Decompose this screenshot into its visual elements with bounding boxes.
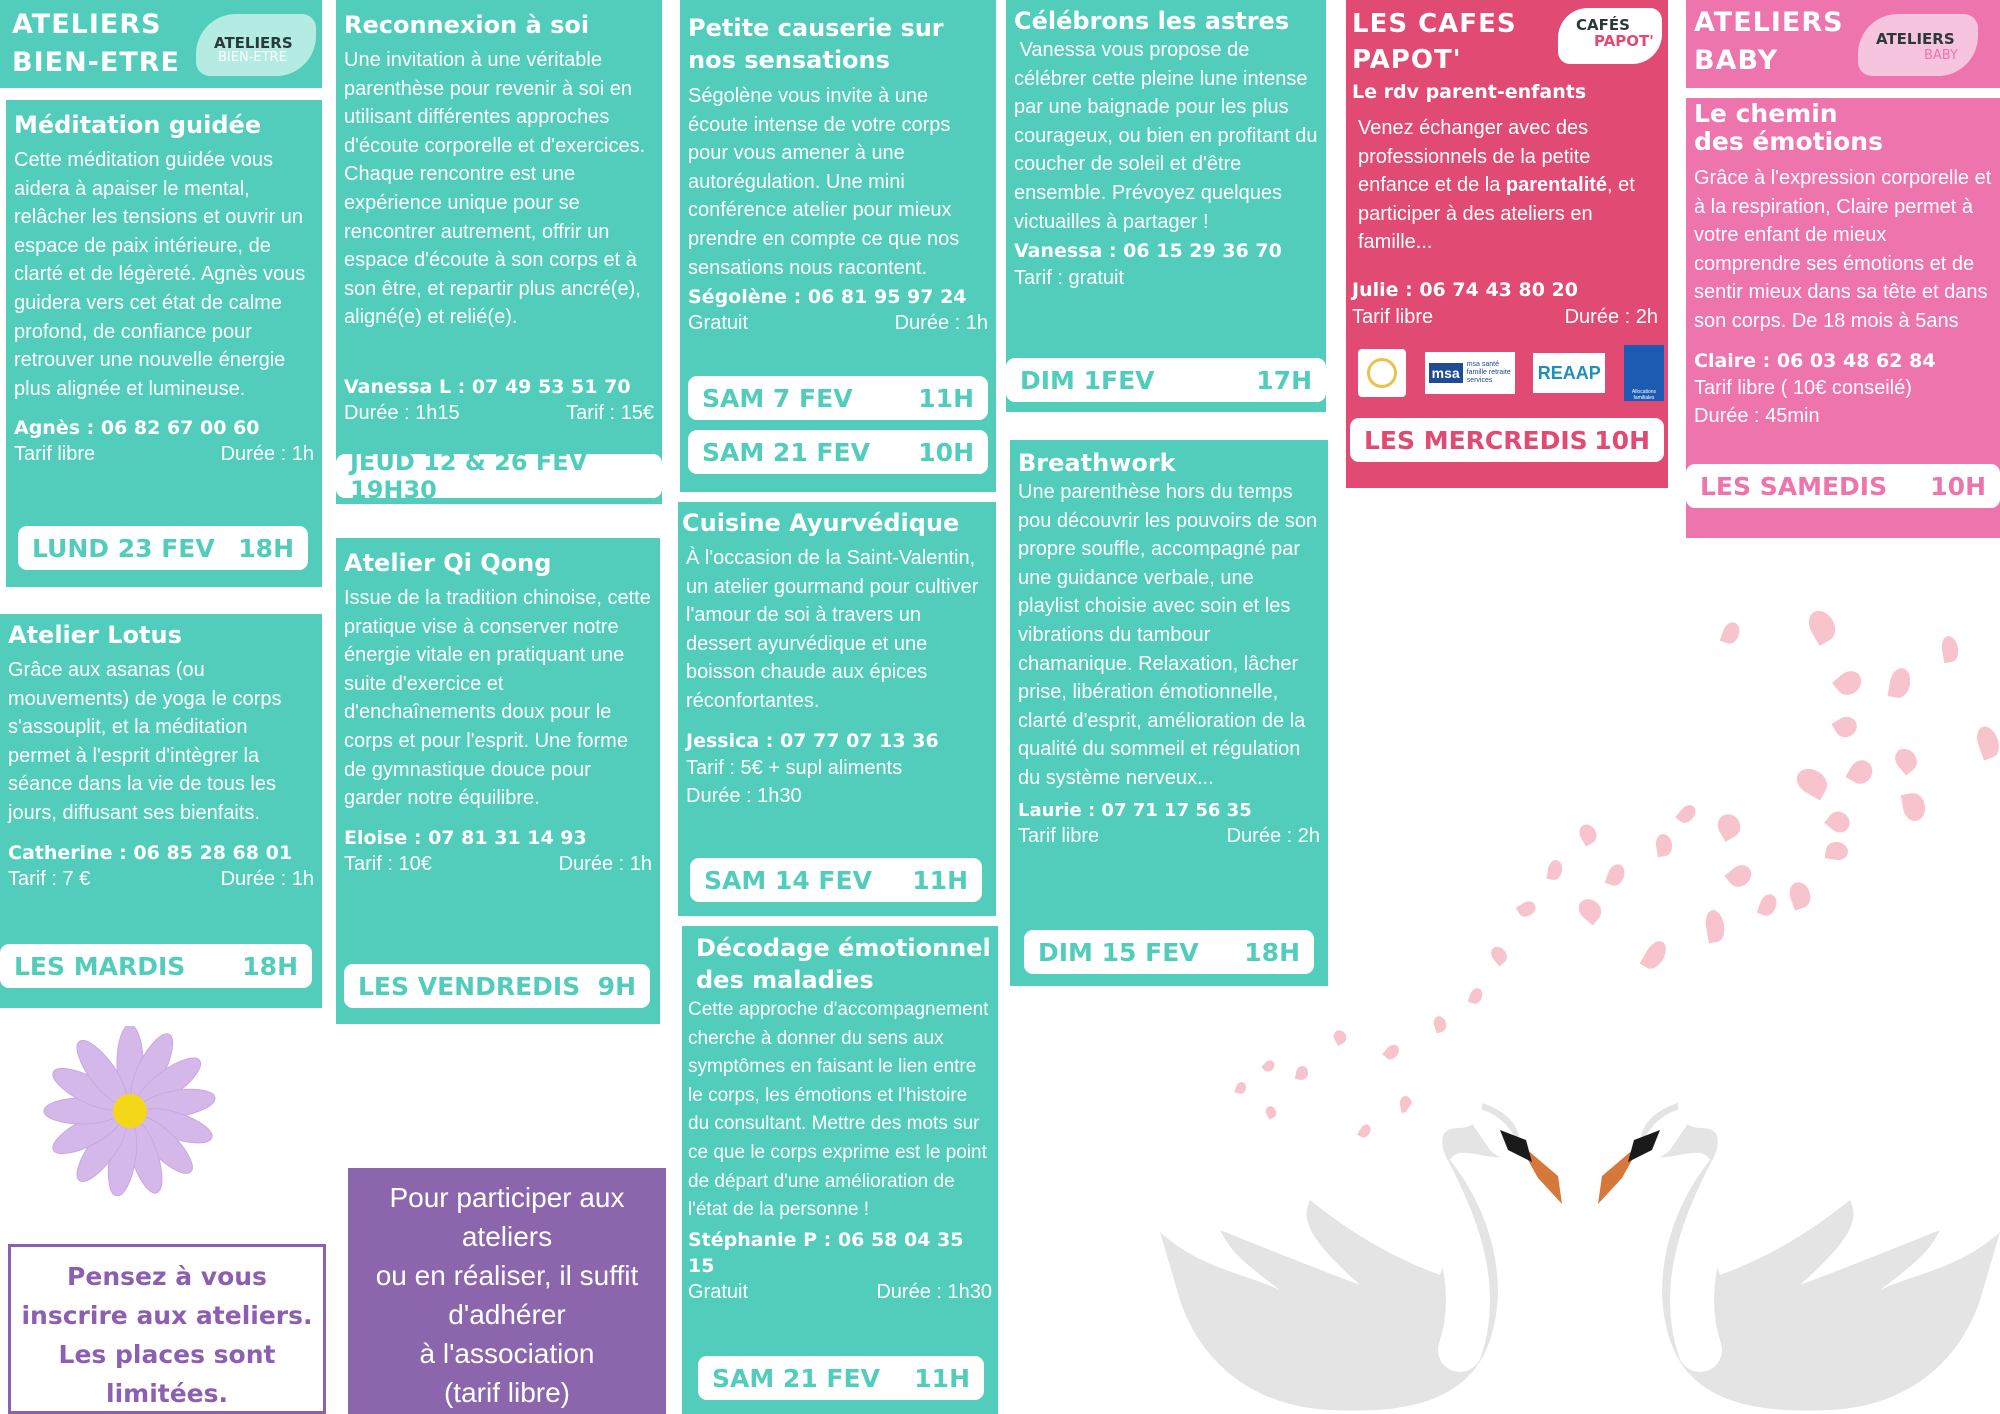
- baby-contact: Claire : 06 03 48 62 84: [1694, 349, 1936, 372]
- breathwork-time: 18H: [1244, 937, 1300, 967]
- meditation-card: [6, 100, 322, 587]
- causerie-contact: Ségolène : 06 81 95 97 24: [688, 286, 967, 309]
- baby-time: 10H: [1930, 471, 1986, 501]
- decodage-card: [682, 926, 998, 1414]
- adhesion-line1: Pour participer aux ateliers: [389, 1182, 625, 1252]
- baby-date-button[interactable]: [1686, 464, 2000, 508]
- petal: [1724, 861, 1755, 892]
- bien-etre-title-line1: ATELIERS: [12, 9, 162, 40]
- cafes-time: 10H: [1594, 425, 1650, 455]
- causerie-time2: 10H: [918, 437, 974, 467]
- cafes-logo-line2: PAPOT': [1594, 32, 1654, 50]
- causerie-time1: 11H: [918, 383, 974, 413]
- reconnexion-date-button[interactable]: [336, 448, 662, 504]
- partner-logo-caf: [1624, 345, 1664, 401]
- cuisine-tarif: Tarif : 5€ + supl aliments: [686, 756, 903, 779]
- reconnexion-contact: Vanessa L : 07 49 53 51 70: [344, 376, 631, 398]
- breathwork-duree: Durée : 2h: [1226, 824, 1320, 847]
- lotus-time: 18H: [242, 951, 298, 981]
- baby-logo-line1: ATELIERS: [1876, 30, 1955, 48]
- qiqong-meta: [344, 851, 652, 878]
- cafes-contact: Julie : 06 74 43 80 20: [1352, 278, 1578, 301]
- causerie-date-button-1[interactable]: [688, 376, 988, 420]
- baby-logo-line2: BABY: [1924, 48, 1958, 63]
- lotus-date-button[interactable]: [0, 944, 312, 988]
- astres-contact: Vanessa : 06 15 29 36 70: [1014, 240, 1282, 263]
- meditation-title: Méditation guidée: [14, 111, 262, 139]
- petal: [1654, 833, 1674, 857]
- cafes-title-line1: LES CAFES: [1352, 9, 1517, 39]
- cuisine-day: SAM 14 FEV: [704, 865, 872, 895]
- qiqong-day: LES VENDREDIS: [358, 971, 581, 1001]
- meditation-time: 18H: [238, 533, 294, 563]
- decodage-date-button[interactable]: [698, 1356, 984, 1400]
- astres-title: Célébrons les astres: [1014, 7, 1290, 35]
- cafes-logo: [1558, 8, 1662, 64]
- cafes-desc: [1352, 114, 1662, 257]
- decodage-tarif: Gratuit: [688, 1280, 749, 1303]
- petal: [1940, 635, 1960, 663]
- meditation-contact: Agnès : 06 82 67 00 60: [14, 417, 260, 440]
- causerie-date-button-2[interactable]: [688, 430, 988, 474]
- astres-date-button[interactable]: [1006, 358, 1326, 402]
- bien-etre-header: [0, 0, 322, 88]
- causerie-day2: SAM 21 FEV: [702, 437, 870, 467]
- cafes-duree: Durée : 2h: [1564, 305, 1658, 328]
- adhesion-line3: à l'association: [419, 1338, 595, 1369]
- partner-reaap-text: REAAP: [1537, 362, 1601, 383]
- petal: [1825, 840, 1850, 862]
- partner-logo-reaap: [1533, 353, 1605, 393]
- meditation-desc: Cette méditation guidée vous aidera à apaiser le mental, relâcher les tensions et ouvrir un espace de paix intérieure, de clarté et de légèreté. Agnès vous guidera vers cet état de calme profond, de confiance pour retrouver une nouvelle énergie plus alignée et lumineuse.: [14, 149, 306, 400]
- notice-text: Pensez à vous inscrire aux ateliers. Les places sont limitées.: [21, 1262, 313, 1408]
- swans-illustration: [1160, 1100, 2000, 1414]
- qiqong-date-button[interactable]: [344, 964, 650, 1008]
- meditation-tarif: Tarif libre: [14, 443, 96, 466]
- astres-desc: Vanessa vous propose de célébrer cette pleine lune intense par une baignade pour les plus courageux, ou bien en profitant du coucher de soleil et d'être ensemble. Prévoyez quelques victuailles à partager !: [1014, 39, 1324, 233]
- cafes-subtitle: Le rdv parent-enfants: [1352, 81, 1587, 103]
- petal: [1792, 764, 1832, 801]
- partner-logo-association: [1358, 349, 1406, 397]
- petal: [1675, 802, 1699, 826]
- breathwork-title: Breathwork: [1018, 449, 1176, 477]
- baby-logo: [1858, 14, 1978, 76]
- reconnexion-desc: Une invitation à une véritable parenthèse pour revenir à soi en utilisant différentes approches d'écoute corporelle et d'exercices. Chaque rencontre est une expérience unique pour se rencontrer autrement, offrir un espace d'écoute à son corps et à son être, et repartir plus ancré(e), aligné(e) et relié(e).: [344, 49, 646, 329]
- meditation-duree: Durée : 1h: [220, 443, 314, 466]
- reconnexion-tarif: Tarif : 15€: [566, 402, 654, 424]
- decodage-day: SAM 21 FEV: [712, 1363, 880, 1393]
- petal: [1832, 666, 1866, 700]
- petal: [1901, 791, 1928, 822]
- lotus-title: Atelier Lotus: [8, 621, 182, 649]
- baby-title-line2: BABY: [1694, 45, 1779, 76]
- lotus-tarif: Tarif : 7 €: [8, 867, 91, 890]
- cafes-desc-part1: Venez échanger avec des professionnels de la petite enfance et de la: [1358, 117, 1591, 197]
- causerie-meta: [688, 310, 988, 337]
- decodage-duree: Durée : 1h30: [876, 1280, 992, 1303]
- petal: [1713, 810, 1744, 842]
- qiqong-contact: Eloise : 07 81 31 14 93: [344, 826, 587, 849]
- meditation-meta: [14, 441, 314, 468]
- partner-logo-msa: msa msa santé famille retraite services: [1425, 352, 1515, 394]
- cafes-card: [1346, 0, 1668, 488]
- baby-title-line1: ATELIERS: [1694, 7, 1844, 38]
- meditation-day: LUND 23 FEV: [32, 533, 215, 563]
- lotus-contact: Catherine : 06 85 28 68 01: [8, 841, 293, 864]
- baby-card-title-2: des émotions: [1694, 127, 1883, 156]
- petal: [1331, 1028, 1348, 1046]
- astres-card: [1006, 0, 1326, 412]
- petal: [1845, 756, 1876, 788]
- cafes-day: LES MERCREDIS: [1364, 425, 1588, 455]
- cuisine-duree: Durée : 1h30: [686, 784, 802, 807]
- cuisine-meta: [682, 754, 992, 810]
- decodage-desc: Cette approche d'accompagnement cherche à donner du sens aux symptômes en faisant le lien entre le corps, les émotions et l'histoire du consultant. Mettre des mots sur ce que le corps exprime est le point de départ d'une amélioration de l'état de la personne !: [688, 999, 989, 1221]
- baby-card: [1686, 98, 2000, 538]
- logo-line1: ATELIERS: [214, 34, 293, 52]
- breathwork-card: [1010, 440, 1328, 986]
- qiqong-duree: Durée : 1h: [558, 852, 652, 875]
- breathwork-desc: Une parenthèse hors du temps pou découvrir les pouvoirs de son propre souffle, accompagné par une guidance verbale, une playlist choisie avec soin et les vibrations du tambour chamanique. Relaxation, lâcher prise, libération émotionnelle, clarté d'esprit, amélioration de la qualité du sommeil et régulation du système nerveux...: [1018, 481, 1318, 789]
- logo-line2: BIEN-ETRE: [218, 50, 287, 65]
- cafes-meta: [1352, 303, 1662, 331]
- petal: [1973, 724, 2000, 761]
- partner-caf-text: Allocations familiales: [1631, 389, 1657, 401]
- cuisine-desc: À l'occasion de la Saint-Valentin, un atelier gourmand pour cultiver l'amour de soi à travers un dessert ayurvédique et une boisson chaude aux épices réconfortantes.: [686, 547, 979, 712]
- cafes-desc-part2: , et participer à des ateliers en famille...: [1358, 174, 1635, 254]
- cuisine-title: Cuisine Ayurvédique: [682, 509, 960, 537]
- causerie-duree: Durée : 1h: [894, 312, 988, 335]
- baby-desc: Grâce à l'expression corporelle et à la respiration, Claire permet à votre enfant de mieux comprendre ses émotions et de sentir mieux dans sa tête et dans son corps. De 18 mois à 5ans: [1694, 167, 1992, 332]
- petal: [1382, 1042, 1401, 1062]
- astres-tarif: Tarif : gratuit: [1014, 267, 1125, 290]
- breathwork-date-button[interactable]: [1024, 930, 1314, 974]
- petal: [1488, 944, 1510, 967]
- breathwork-tarif: Tarif libre: [1018, 824, 1100, 847]
- cuisine-card: [678, 502, 996, 916]
- reconnexion-card: [336, 0, 662, 504]
- decodage-time: 11H: [914, 1363, 970, 1393]
- qiqong-desc: Issue de la tradition chinoise, cette pratique vise à conserver notre énergie vitale en pratiquant une suite d'exercice et d'enchaînements doux pour le corps et pour l'esprit. Une forme de gymnastique douce pour garder notre équilibre.: [344, 587, 651, 810]
- cafes-desc-bold: parentalité: [1505, 174, 1608, 197]
- petal: [1468, 986, 1485, 1005]
- cafes-date-button[interactable]: [1350, 418, 1664, 462]
- partner-logos: [1358, 348, 1664, 401]
- baby-header: [1686, 0, 2000, 88]
- astres-time: 17H: [1256, 365, 1312, 395]
- baby-duree: Durée : 45min: [1694, 404, 1820, 427]
- baby-tarif: Tarif libre ( 10€ conseilé): [1694, 376, 1912, 399]
- cuisine-contact: Jessica : 07 77 07 13 36: [686, 729, 939, 752]
- qiqong-card: [336, 538, 660, 1024]
- petal: [1757, 892, 1780, 918]
- petal: [1720, 620, 1743, 646]
- adhesion-line4: (tarif libre): [443, 1377, 570, 1408]
- lotus-duree: Durée : 1h: [220, 867, 314, 890]
- adhesion-line2: ou en réaliser, il suffit d'adhérer: [375, 1260, 639, 1330]
- adhesion-box: [348, 1168, 666, 1414]
- qiqong-tarif: Tarif : 10€: [344, 852, 432, 875]
- petal: [1432, 1014, 1449, 1033]
- cuisine-time: 11H: [912, 865, 968, 895]
- causerie-tarif: Gratuit: [688, 312, 749, 335]
- decodage-title: Décodage émotionnel des maladies: [696, 934, 991, 994]
- reconnexion-duree: Durée : 1h15: [344, 402, 460, 424]
- decodage-meta: [688, 1279, 992, 1306]
- lotus-meta: [8, 866, 314, 893]
- cuisine-date-button[interactable]: [690, 858, 982, 902]
- causerie-card: [680, 0, 996, 492]
- petal: [1891, 744, 1922, 775]
- flower-illustration: [40, 1026, 220, 1196]
- decodage-contact: Stéphanie P : 06 58 04 35 15: [688, 1228, 964, 1277]
- bien-etre-title-line2: BIEN-ETRE: [12, 47, 180, 78]
- reconnexion-meta: [344, 400, 654, 427]
- petal: [1234, 1081, 1248, 1096]
- lotus-day: LES MARDIS: [14, 951, 186, 981]
- cafes-logo-line1: CAFÉS: [1576, 16, 1630, 34]
- breathwork-contact: Laurie : 07 71 17 56 35: [1018, 799, 1252, 821]
- petal: [1295, 1065, 1309, 1081]
- reconnexion-day: JEUD 12 & 26 FEV 19H30: [350, 448, 588, 504]
- baby-day: LES SAMEDIS: [1700, 471, 1888, 501]
- petal: [1261, 1058, 1276, 1074]
- meditation-date-button[interactable]: [18, 526, 308, 570]
- lotus-desc: Grâce aux asanas (ou mouvements) de yoga le corps s'assouplit, et la méditation permet à l'esprit d'intègrer la séance dans la vie de tous les jours, diffusant ses bienfaits.: [8, 659, 282, 824]
- breathwork-meta: [1018, 823, 1320, 850]
- cafes-title-line2: PAPOT': [1352, 45, 1462, 75]
- petal: [1831, 713, 1860, 741]
- causerie-day1: SAM 7 FEV: [702, 383, 853, 413]
- cafes-tarif: Tarif libre: [1352, 305, 1434, 328]
- petal: [1576, 821, 1600, 846]
- petal: [1824, 807, 1854, 836]
- partner-msa-text: msa santé famille retraite services: [1466, 361, 1511, 384]
- reconnexion-title: Reconnexion à soi: [344, 11, 590, 39]
- qiqong-title: Atelier Qi Qong: [344, 549, 552, 577]
- causerie-desc: Ségolène vous invite à une écoute intense de votre corps pour vous amener à une autorégulation. Une mini conférence atelier pour mieux prendre en compte ce que nos sensations nous racontent.: [688, 85, 960, 279]
- qiqong-time: 9H: [597, 971, 636, 1001]
- petal: [1888, 666, 1913, 699]
- causerie-title: Petite causerie sur nos sensations: [688, 14, 944, 74]
- astres-day: DIM 1FEV: [1020, 365, 1155, 395]
- petal: [1574, 895, 1605, 926]
- lotus-card: [0, 614, 322, 1008]
- bien-etre-logo: [196, 14, 316, 76]
- petal: [1546, 859, 1563, 881]
- baby-card-title-1: Le chemin: [1694, 99, 1838, 128]
- petal: [1786, 879, 1814, 910]
- petal: [1640, 938, 1671, 973]
- petal: [1804, 606, 1841, 646]
- petal: [1703, 909, 1726, 944]
- petal: [1605, 862, 1628, 888]
- breathwork-day: DIM 15 FEV: [1038, 937, 1199, 967]
- petal: [1516, 898, 1539, 919]
- notice-box: [8, 1244, 326, 1414]
